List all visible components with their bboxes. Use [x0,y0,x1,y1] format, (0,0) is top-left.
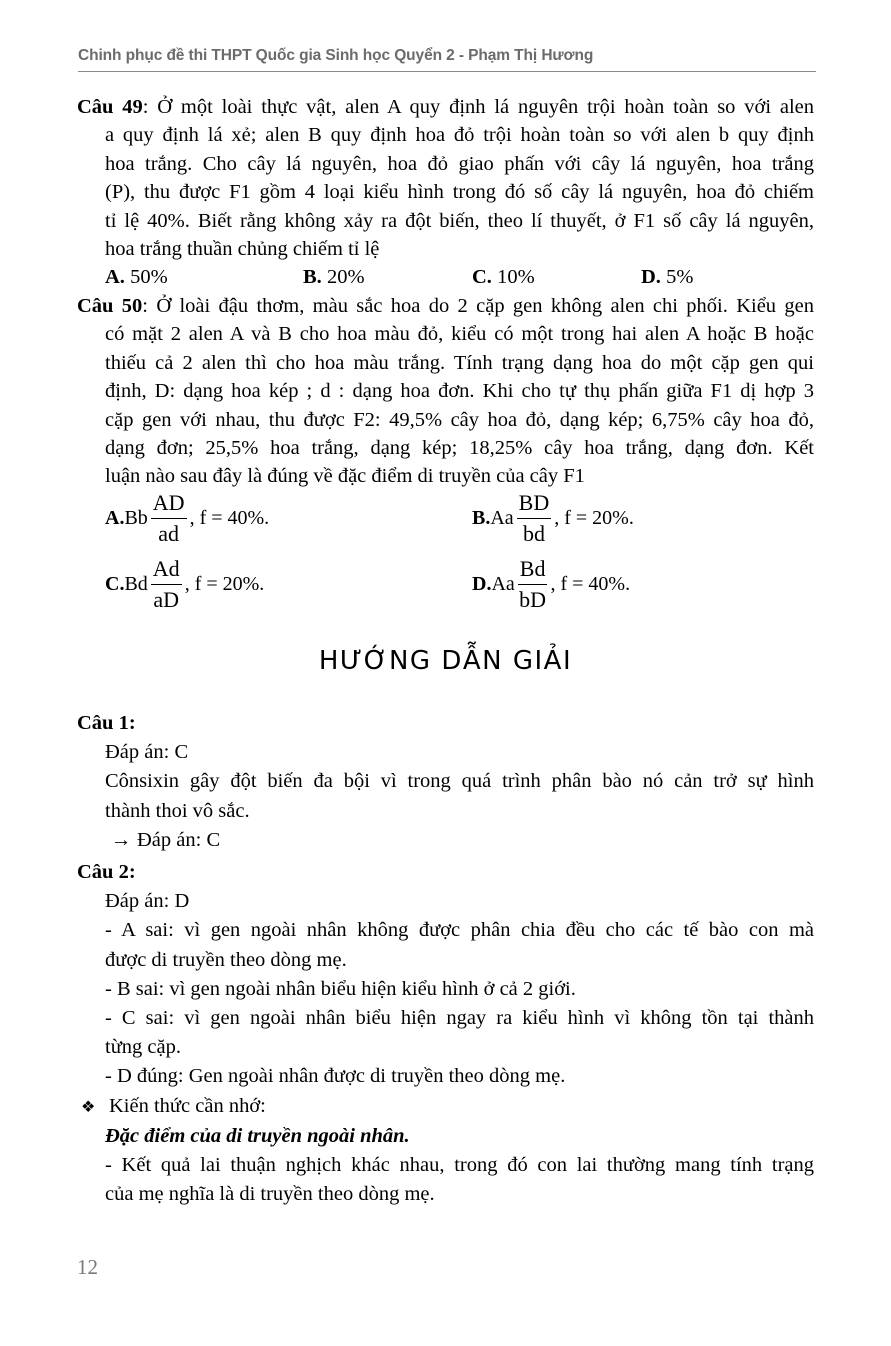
option-text: 20% [321,266,365,289]
option-key: C. [472,266,492,289]
final-answer [77,826,814,855]
explanation-line: - D đúng: Gen ngoài nhân được di truyền theo dòng mẹ. [105,1065,566,1088]
fraction-numerator: Ad [151,558,182,585]
fraction-denominator: bd [522,521,545,546]
fraction-denominator: ad [158,521,180,546]
knowledge-heading [77,1092,814,1122]
option-key: A. [105,266,125,289]
running-header: Chinh phục đề thi THPT Quốc gia Sinh học Quyển 2 - Phạm Thị Hương [78,47,594,64]
knowledge-title: Đặc điểm của di truyền ngoài nhân. [105,1124,410,1147]
option-b [303,263,365,291]
option-d [472,558,630,611]
frequency-text: , f = 40%. [550,573,631,595]
option-key: A. [105,507,125,529]
option-c [472,263,535,291]
question-50 [77,292,814,491]
fraction-denominator: aD [153,587,180,612]
fraction-numerator: BD [517,492,552,519]
option-key: C. [105,573,125,595]
frequency-text: , f = 20%. [184,573,265,595]
final-answer-text: Đáp án: C [137,828,221,851]
explanation-line: được di truyền theo dòng mẹ. [105,948,347,971]
question-line: hoa trắng. Cho cây lá nguyên, hoa đỏ giao phấn với cây lá nguyên, hoa trắng [105,152,814,175]
explanation-line: - B sai: vì gen ngoài nhân biểu hiện kiểu hình ở cả 2 giới. [105,977,576,1000]
arrow-right-icon: → [111,828,132,851]
knowledge-line: của mẹ nghĩa là di truyền theo dòng mẹ. [105,1183,435,1206]
question-line: định, D: dạng hoa kép ; d : dạng hoa đơn. Khi cho tự thụ phấn giữa F1 dị hợp 3 [105,380,814,403]
option-key: D. [641,266,661,289]
frequency-text: , f = 20%. [554,507,634,529]
diamond-bullet-icon: ❖ [81,1098,96,1116]
option-a [105,263,168,291]
question-line: có mặt 2 alen A và B cho hoa màu đỏ, kiểu có một trong hai alen A hoặc B hoặc [105,323,814,346]
knowledge-label: Kiến thức cần nhớ: [109,1094,266,1117]
option-c [105,558,264,611]
genotype-prefix: Bb [124,507,148,529]
fraction-numerator: Bd [518,558,548,585]
question-line: (P), thu được F1 gồm 4 loại kiểu hình trong đó số cây lá nguyên, hoa đỏ chiếm [105,181,814,204]
question-line [77,93,814,121]
option-key: B. [303,266,322,289]
genotype-prefix: Aa [490,507,514,529]
genotype-fraction [151,492,187,545]
option-text: 50% [124,266,168,289]
genotype-prefix: Bd [124,573,148,595]
question-49 [77,93,814,291]
explanation-line: thành thoi vô sắc. [105,799,250,822]
explanation-line: - C sai: vì gen ngoài nhân biểu hiện ngay ra kiểu hình vì không tồn tại thành [105,1007,814,1030]
question-text: : Ở một loài thực vật, alen A quy định lá nguyên trội hoàn toàn so với alen [142,96,814,118]
section-title: HƯỚNG DẪN GIẢI [318,646,573,676]
question-label: Câu 49 [77,96,143,118]
question-line: dạng đơn; 25,5% hoa trắng, dạng kép; 18,25% cây hoa trắng, dạng đơn. Kết [105,437,814,460]
genotype-prefix: Aa [491,573,515,595]
answer-options [77,263,814,291]
solution-label: Câu 1: [77,712,136,734]
question-line: thiếu cả 2 alen thì cho hoa màu trắng. Tính trạng dạng hoa do một cặp gen qui [105,351,814,374]
question-line [77,292,814,320]
explanation-line: Cônsixin gây đột biến đa bội vì trong quá trình phân bào nó cản trở sự hình [105,770,814,793]
option-text: 10% [491,266,535,289]
option-d [641,263,693,291]
option-key: B. [472,507,491,529]
explanation-line: từng cặp. [105,1036,182,1059]
solution-label: Câu 2: [77,861,136,883]
header-divider [78,71,816,72]
answer-line: Đáp án: C [105,741,189,764]
frequency-text: , f = 40%. [189,507,270,529]
solution-cau-2 [77,858,814,1209]
option-a [105,492,269,545]
answer-line: Đáp án: D [105,890,190,913]
genotype-fraction [518,558,548,611]
option-key: D. [472,573,492,595]
explanation-line: - A sai: vì gen ngoài nhân không được phân chia đều cho các tế bào con mà [105,919,814,942]
option-b [472,492,634,545]
knowledge-line: - Kết quả lai thuận nghịch khác nhau, trong đó con lai thường mang tính trạng [105,1154,814,1177]
page-number: 12 [77,1255,98,1279]
question-line: hoa trắng thuần chủng chiếm tỉ lệ [105,238,380,261]
question-text: : Ở loài đậu thơm, màu sắc hoa do 2 cặp gen không alen chi phối. Kiểu gen [142,295,814,317]
question-line: luận nào sau đây là đúng về đặc điểm di truyền của cây F1 [105,465,585,488]
genotype-fraction [517,492,552,545]
solution-cau-1 [77,709,814,855]
option-text: 5% [660,266,694,289]
fraction-denominator: bD [519,587,547,612]
fraction-numerator: AD [151,492,187,519]
question-line: cặp gen với nhau, thu được F2: 49,5% cây hoa đỏ, dạng kép; 6,75% cây hoa đỏ, [105,408,814,431]
question-line: a quy định lá xẻ; alen B quy định hoa đỏ trội hoàn toàn so với alen b quy định [105,124,814,147]
question-line: tỉ lệ 40%. Biết rằng không xảy ra đột biến, theo lí thuyết, ở F1 số cây lá nguyên, [105,209,814,232]
question-label: Câu 50 [77,295,143,317]
genotype-fraction [151,558,182,611]
